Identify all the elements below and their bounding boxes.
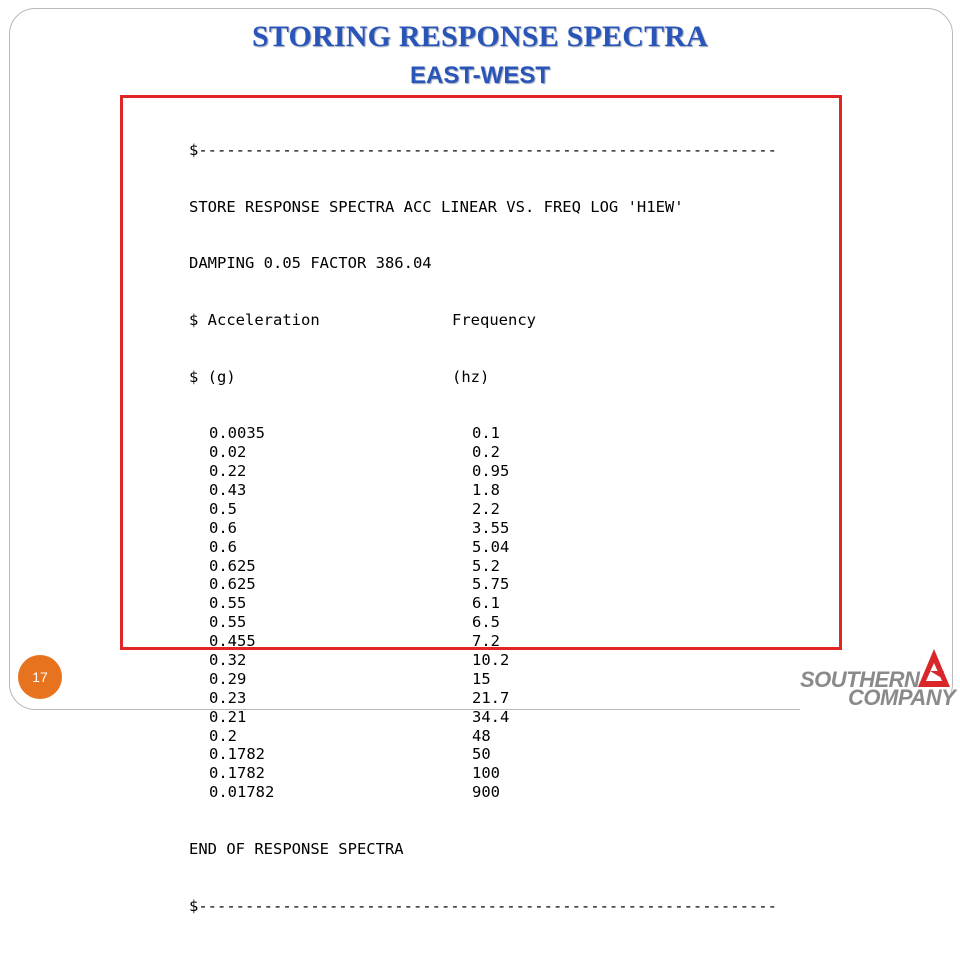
acceleration-value: 0.55 bbox=[209, 594, 247, 613]
spectra-row bbox=[189, 594, 777, 613]
acceleration-value: 0.43 bbox=[209, 481, 247, 499]
frequency-value: 34.4 bbox=[472, 707, 510, 726]
acceleration-value: 0.455 bbox=[209, 632, 256, 651]
separator-line-top: $-------------------------------------------------------------- bbox=[189, 140, 777, 159]
frequency-value: 10.2 bbox=[472, 651, 510, 670]
slide-subtitle: EAST-WEST bbox=[409, 62, 550, 89]
spectra-row bbox=[189, 708, 777, 727]
acceleration-value: 0.55 bbox=[209, 613, 247, 632]
spectra-row bbox=[189, 670, 777, 689]
column-header-row bbox=[189, 311, 777, 330]
acceleration-value: 0.0035 bbox=[209, 424, 265, 443]
acceleration-value: 0.23 bbox=[209, 688, 247, 707]
frequency-value: 3.55 bbox=[472, 518, 510, 537]
acceleration-value: 0.6 bbox=[209, 518, 237, 537]
spectra-row bbox=[189, 424, 777, 443]
southern-company-logo bbox=[798, 645, 954, 709]
acceleration-value: 0.02 bbox=[209, 443, 247, 462]
code-listing bbox=[189, 103, 777, 953]
end-line: END OF RESPONSE SPECTRA bbox=[189, 839, 404, 858]
damping-line: DAMPING 0.05 FACTOR 386.04 bbox=[189, 254, 432, 273]
acceleration-value: 0.21 bbox=[209, 707, 247, 726]
acceleration-value: 0.625 bbox=[209, 575, 256, 594]
acceleration-value: 0.1782 bbox=[209, 764, 265, 783]
frequency-value: 100 bbox=[472, 764, 500, 783]
frequency-value: 5.2 bbox=[472, 556, 500, 575]
spectra-row bbox=[189, 651, 777, 670]
acceleration-value: 0.29 bbox=[209, 669, 247, 688]
frequency-value: 6.5 bbox=[472, 613, 500, 632]
frequency-value: 900 bbox=[472, 783, 500, 802]
frequency-value: 6.1 bbox=[472, 594, 500, 613]
spectra-row bbox=[189, 481, 777, 500]
spectra-row bbox=[189, 783, 777, 802]
separator-line-bottom: $-------------------------------------------------------------- bbox=[189, 896, 777, 915]
acceleration-value: 0.6 bbox=[209, 537, 237, 556]
frequency-value: 50 bbox=[472, 745, 491, 764]
frequency-header: Frequency bbox=[452, 310, 536, 329]
spectra-row bbox=[189, 632, 777, 651]
units-header-row bbox=[189, 368, 777, 387]
logo-line-company: COMPANY bbox=[848, 685, 956, 710]
code-listing-box bbox=[120, 95, 842, 915]
logo-line-southern: SOUTHERN bbox=[800, 667, 920, 692]
spectra-row bbox=[189, 575, 777, 594]
frequency-value: 15 bbox=[472, 669, 491, 688]
acceleration-value: 0.1782 bbox=[209, 745, 265, 764]
spectra-row bbox=[189, 538, 777, 557]
spectra-row bbox=[189, 745, 777, 764]
frequency-value: 1.8 bbox=[472, 481, 500, 499]
acceleration-unit: $ (g) bbox=[189, 367, 236, 386]
spectra-row bbox=[189, 689, 777, 708]
frequency-value: 48 bbox=[472, 726, 491, 745]
acceleration-value: 0.625 bbox=[209, 556, 256, 575]
page-number-badge: 17 bbox=[18, 655, 62, 699]
frequency-value: 5.04 bbox=[472, 537, 510, 556]
acceleration-value: 0.01782 bbox=[209, 783, 275, 802]
spectra-row bbox=[189, 764, 777, 783]
spectra-row bbox=[189, 519, 777, 538]
frequency-value: 2.2 bbox=[472, 499, 500, 518]
frequency-value: 0.95 bbox=[472, 462, 510, 481]
store-command-line: STORE RESPONSE SPECTRA ACC LINEAR VS. FREQ LOG 'H1EW' bbox=[189, 197, 684, 216]
frequency-value: 5.75 bbox=[472, 575, 510, 594]
spectra-row bbox=[189, 727, 777, 746]
frequency-value: 7.2 bbox=[472, 632, 500, 651]
spectra-rows bbox=[189, 424, 777, 802]
acceleration-value: 0.2 bbox=[209, 726, 237, 745]
frequency-value: 0.2 bbox=[472, 443, 500, 462]
frequency-unit: (hz) bbox=[452, 367, 490, 386]
slide-title: STORING RESPONSE SPECTRA bbox=[251, 20, 709, 53]
frequency-value: 0.1 bbox=[472, 424, 500, 443]
spectra-row bbox=[189, 557, 777, 576]
spectra-row bbox=[189, 613, 777, 632]
spectra-row bbox=[189, 500, 777, 519]
acceleration-header: $ Acceleration bbox=[189, 310, 320, 329]
spectra-row bbox=[189, 443, 777, 462]
acceleration-value: 0.22 bbox=[209, 462, 247, 481]
acceleration-value: 0.5 bbox=[209, 499, 237, 518]
frequency-value: 21.7 bbox=[472, 688, 510, 707]
spectra-row bbox=[189, 462, 777, 481]
acceleration-value: 0.32 bbox=[209, 651, 247, 670]
